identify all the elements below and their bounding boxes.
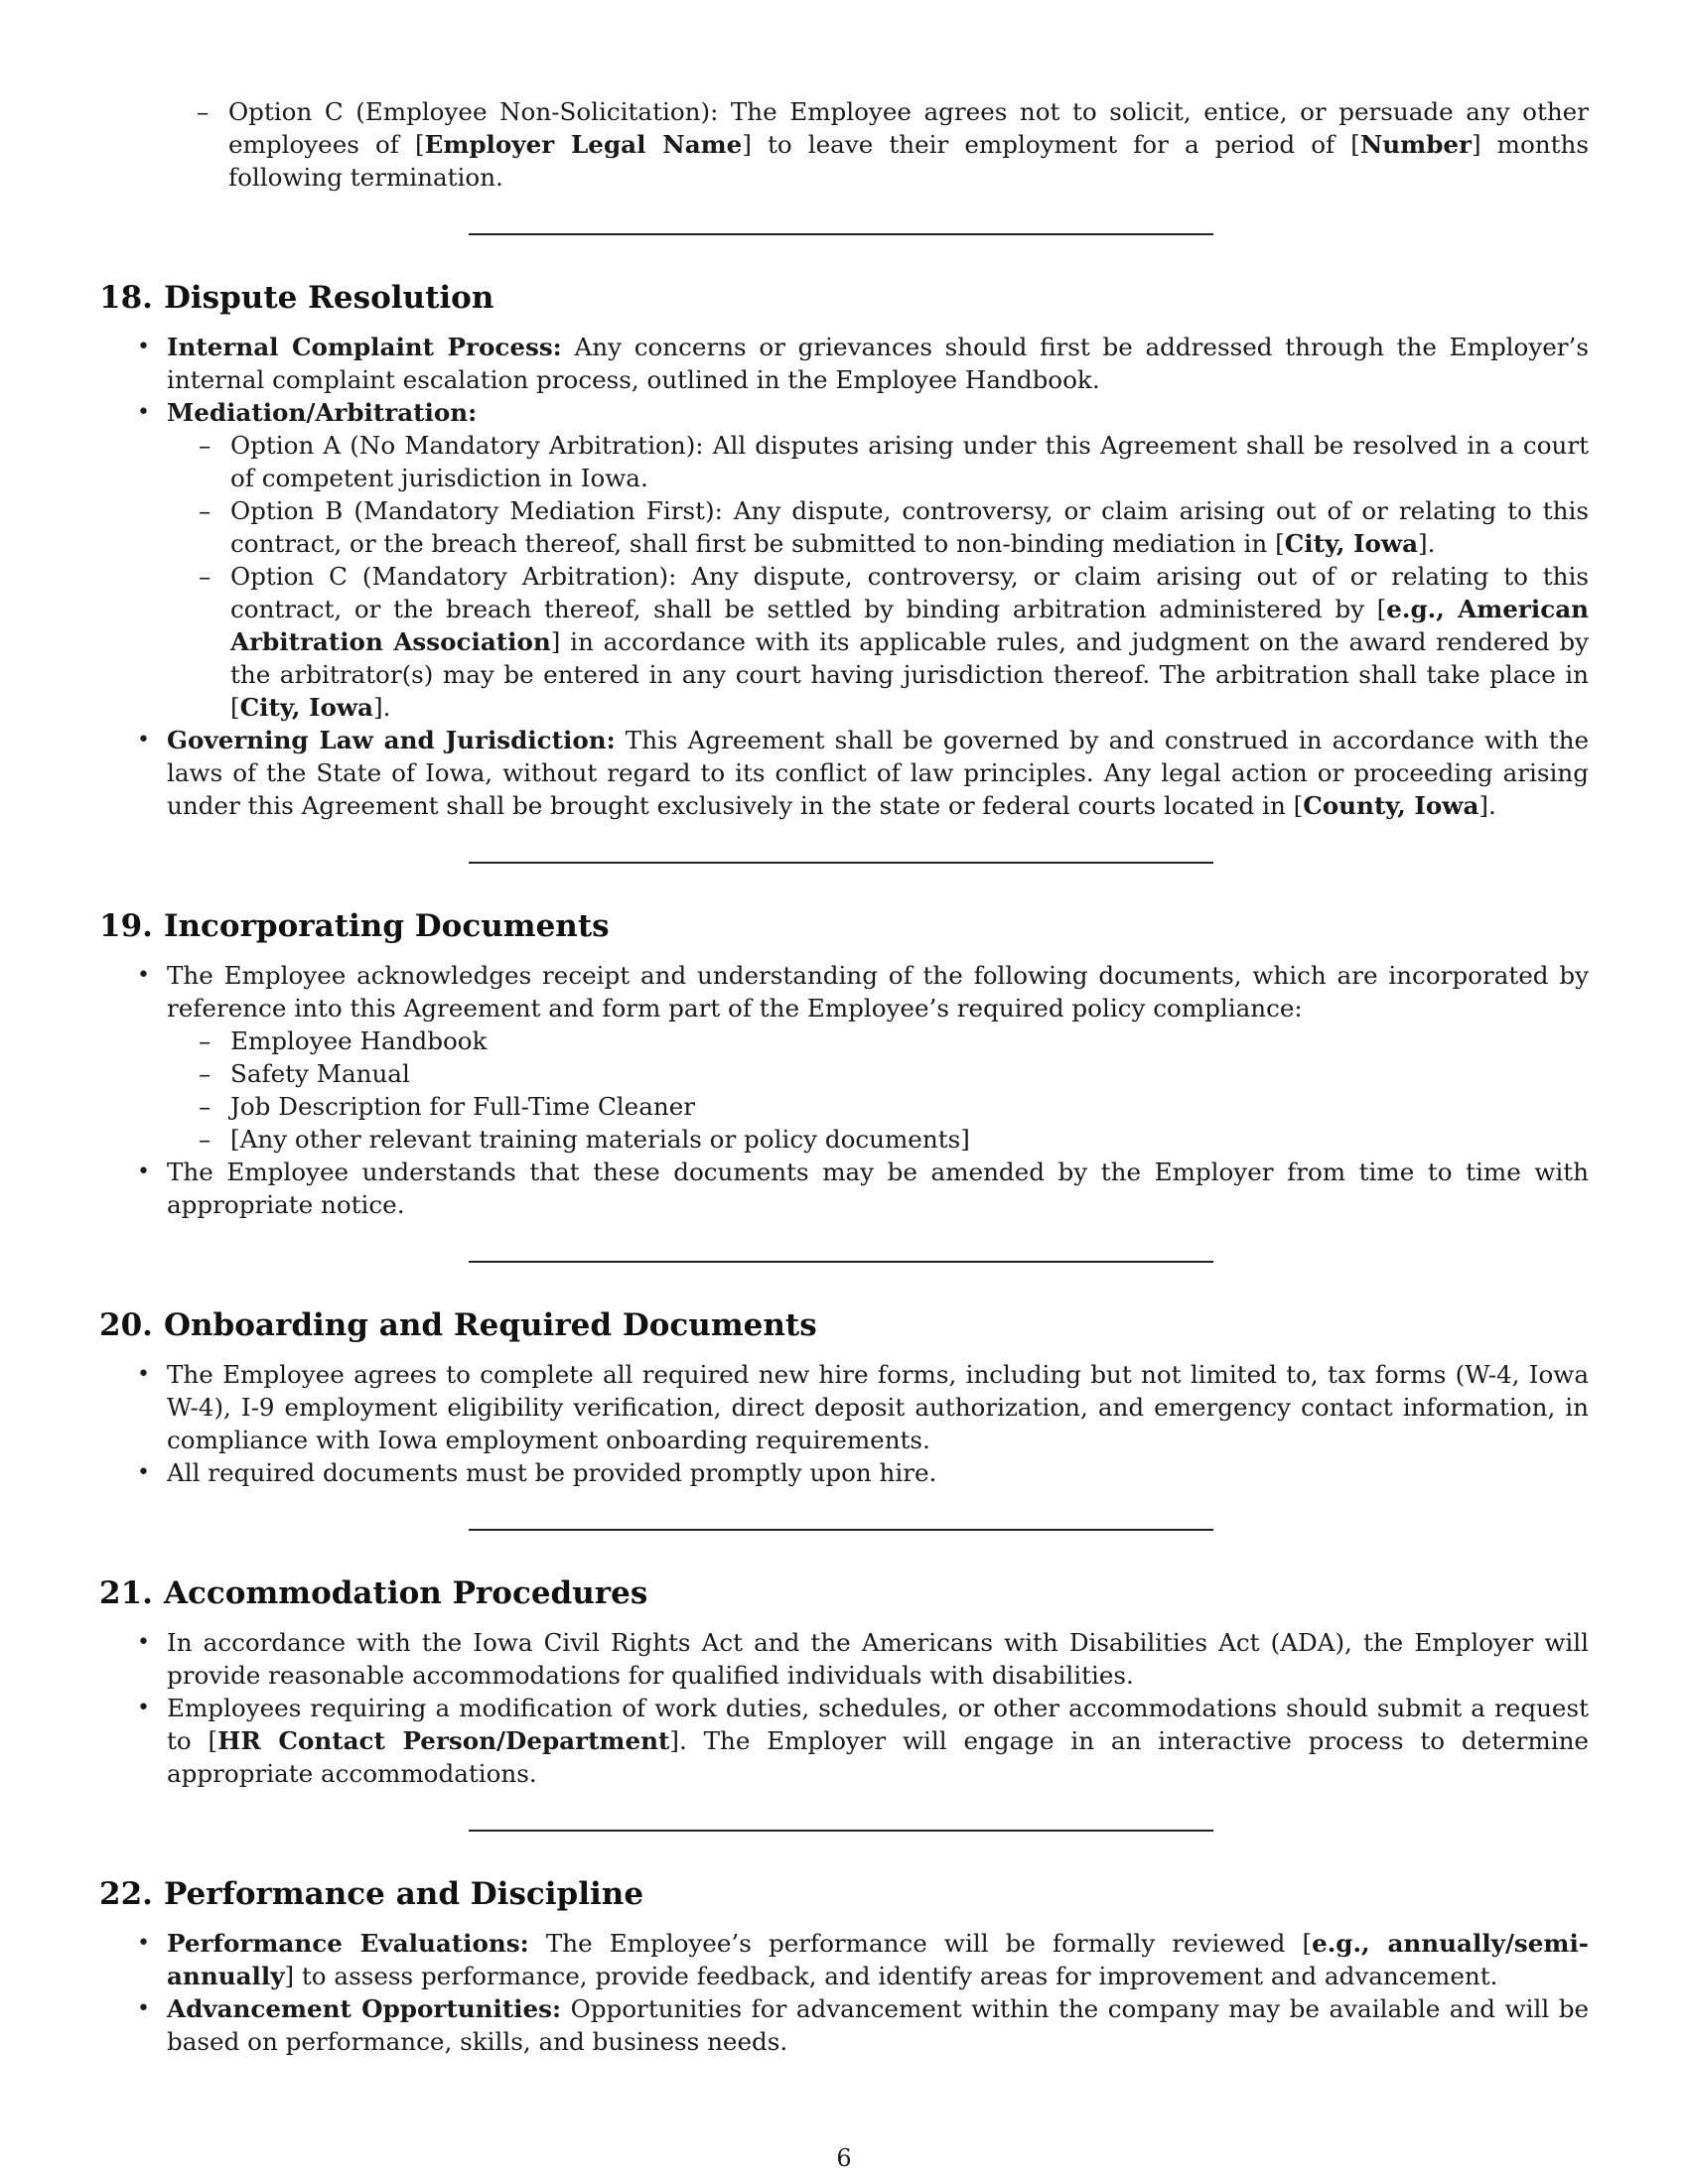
bullet: • <box>137 1630 150 1655</box>
section-divider <box>469 862 1213 864</box>
dash-bullet: – <box>197 97 210 126</box>
bullet: • <box>137 1931 150 1956</box>
list-item: – Option A (No Mandatory Arbitration): All disputes arising under this Agreement shall be resolved in a court of competent jurisdiction in Iowa. <box>199 431 1589 492</box>
bullet: • <box>137 335 150 359</box>
list-item: • Employees requiring a modification of work duties, schedules, or other accommodations should submit a request to [HR Contact Person/Department]. The Employer will engage in an interactive process to determine appropriate accommodations. <box>137 1694 1589 1788</box>
dash-bullet: – <box>199 1125 211 1154</box>
bullet: • <box>137 1996 150 2021</box>
list-item: • All required documents must be provided promptly upon hire. <box>137 1458 937 1487</box>
bullet: • <box>137 1362 150 1387</box>
list-item: – Employee Handbook <box>199 1026 488 1055</box>
dash-bullet: – <box>199 1092 211 1121</box>
section-divider <box>469 1261 1213 1263</box>
list-item: • The Employee understands that these documents may be amended by the Employer from time to time with appropriate notice. <box>137 1158 1589 1219</box>
list-item: • Internal Complaint Process: Any concerns or grievances should first be addressed through the Employer’s internal complaint escalation process, outlined in the Employee Handbook. <box>137 333 1590 394</box>
list-item: • Mediation/Arbitration: – Option A (No Mandatory Arbitration): All disputes arising under this Agreement shall be resolved in a court of competent jurisdiction in Iowa. – Option B (Mandatory Mediation First): Any dispute, controversy, or claim arising out of or relating to this contract, or the breach thereof, shall first be submitted to non-binding mediation in [City, Iowa]. – Option C (Mandatory Arbitration): Any dispute, controversy, or claim arising out of or relating to this contract, or the breach thereof, shall be settled by binding arbitration administered by [e.g., American Arbitration Association] in accordance with its applicable rules, and judgment on the award rendered by the arbitrator(s) may be entered in any court having jurisdiction thereof. The arbitration shall take place in [City, Iowa]. <box>137 398 1590 722</box>
list-item: – Option C (Mandatory Arbitration): Any dispute, controversy, or claim arising out of or relating to this contract, or the breach thereof, shall be settled by binding arbitration administered by [e.g., American Arbitration Association] in accordance with its applicable rules, and judgment on the award rendered by the arbitrator(s) may be entered in any court having jurisdiction thereof. The arbitration shall take place in [City, Iowa]. <box>199 562 1590 722</box>
section-heading-21: 21. Accommodation Procedures <box>99 1575 648 1611</box>
list-item: – Safety Manual <box>199 1059 410 1088</box>
list-item: – Option C (Employee Non-Solicitation): The Employee agrees not to solicit, entice, or persuade any other employees of [Employer Legal Name] to leave their employment for a period of [Number] months following termination. <box>197 97 1589 192</box>
section-divider <box>469 1830 1213 1832</box>
bullet: • <box>137 400 150 425</box>
bullet: • <box>137 1696 150 1720</box>
section-divider <box>469 1529 1213 1531</box>
list-item: • Performance Evaluations: The Employee’s performance will be formally reviewed [e.g., annually/semi-annually] to assess performance, provide feedback, and identify areas for improvement and advancement. <box>137 1929 1590 1990</box>
list-item: • Advancement Opportunities: Opportunities for advancement within the company may be available and will be based on performance, skills, and business needs. <box>137 1994 1589 2056</box>
bullet: • <box>137 728 150 752</box>
dash-bullet: – <box>199 562 211 591</box>
page-number: 6 <box>836 2144 852 2172</box>
section-divider <box>469 233 1213 235</box>
list-item: • The Employee acknowledges receipt and understanding of the following documents, which are incorporated by reference into this Agreement and form part of the Employee’s required policy compliance: – Employee Handbook – Safety Manual – Job Description for Full-Time Cleaner – [Any other relevant training materials or policy documents] <box>137 961 1589 1154</box>
list-item: • Governing Law and Jurisdiction: This Agreement shall be governed by and construed in accordance with the laws of the State of Iowa, without regard to its conflict of law principles. Any legal action or proceeding arising under this Agreement shall be brought exclusively in the state or federal courts located in [County, Iowa]. <box>137 726 1589 820</box>
list-item: • The Employee agrees to complete all required new hire forms, including but not limited to, tax forms (W-4, Iowa W-4), I-9 employment eligibility verification, direct deposit authorization, and emergency contact information, in compliance with Iowa employment onboarding requirements. <box>137 1360 1589 1454</box>
section-heading-19: 19. Incorporating Documents <box>99 908 610 944</box>
section-heading-20: 20. Onboarding and Required Documents <box>99 1307 817 1343</box>
dash-bullet: – <box>199 496 211 525</box>
bullet: • <box>137 963 150 988</box>
bullet: • <box>137 1160 150 1184</box>
section-heading-18: 18. Dispute Resolution <box>99 280 494 316</box>
list-item: – Job Description for Full-Time Cleaner <box>199 1092 696 1121</box>
list-item: • In accordance with the Iowa Civil Rights Act and the Americans with Disabilities Act (ADA), the Employer will provide reasonable accommodations for qualified individuals with disabilities. <box>137 1628 1589 1690</box>
list-item: – [Any other relevant training materials or policy documents] <box>199 1125 970 1154</box>
bullet: • <box>137 1460 150 1485</box>
document-page <box>99 95 1589 2058</box>
section-heading-22: 22. Performance and Discipline <box>99 1876 644 1912</box>
list-item: – Option B (Mandatory Mediation First): Any dispute, controversy, or claim arising out of or relating to this contract, or the breach thereof, shall first be submitted to non-binding mediation in [City, Iowa]. <box>199 496 1589 558</box>
dash-bullet: – <box>199 1059 211 1088</box>
dash-bullet: – <box>199 1026 211 1055</box>
dash-bullet: – <box>199 431 211 460</box>
